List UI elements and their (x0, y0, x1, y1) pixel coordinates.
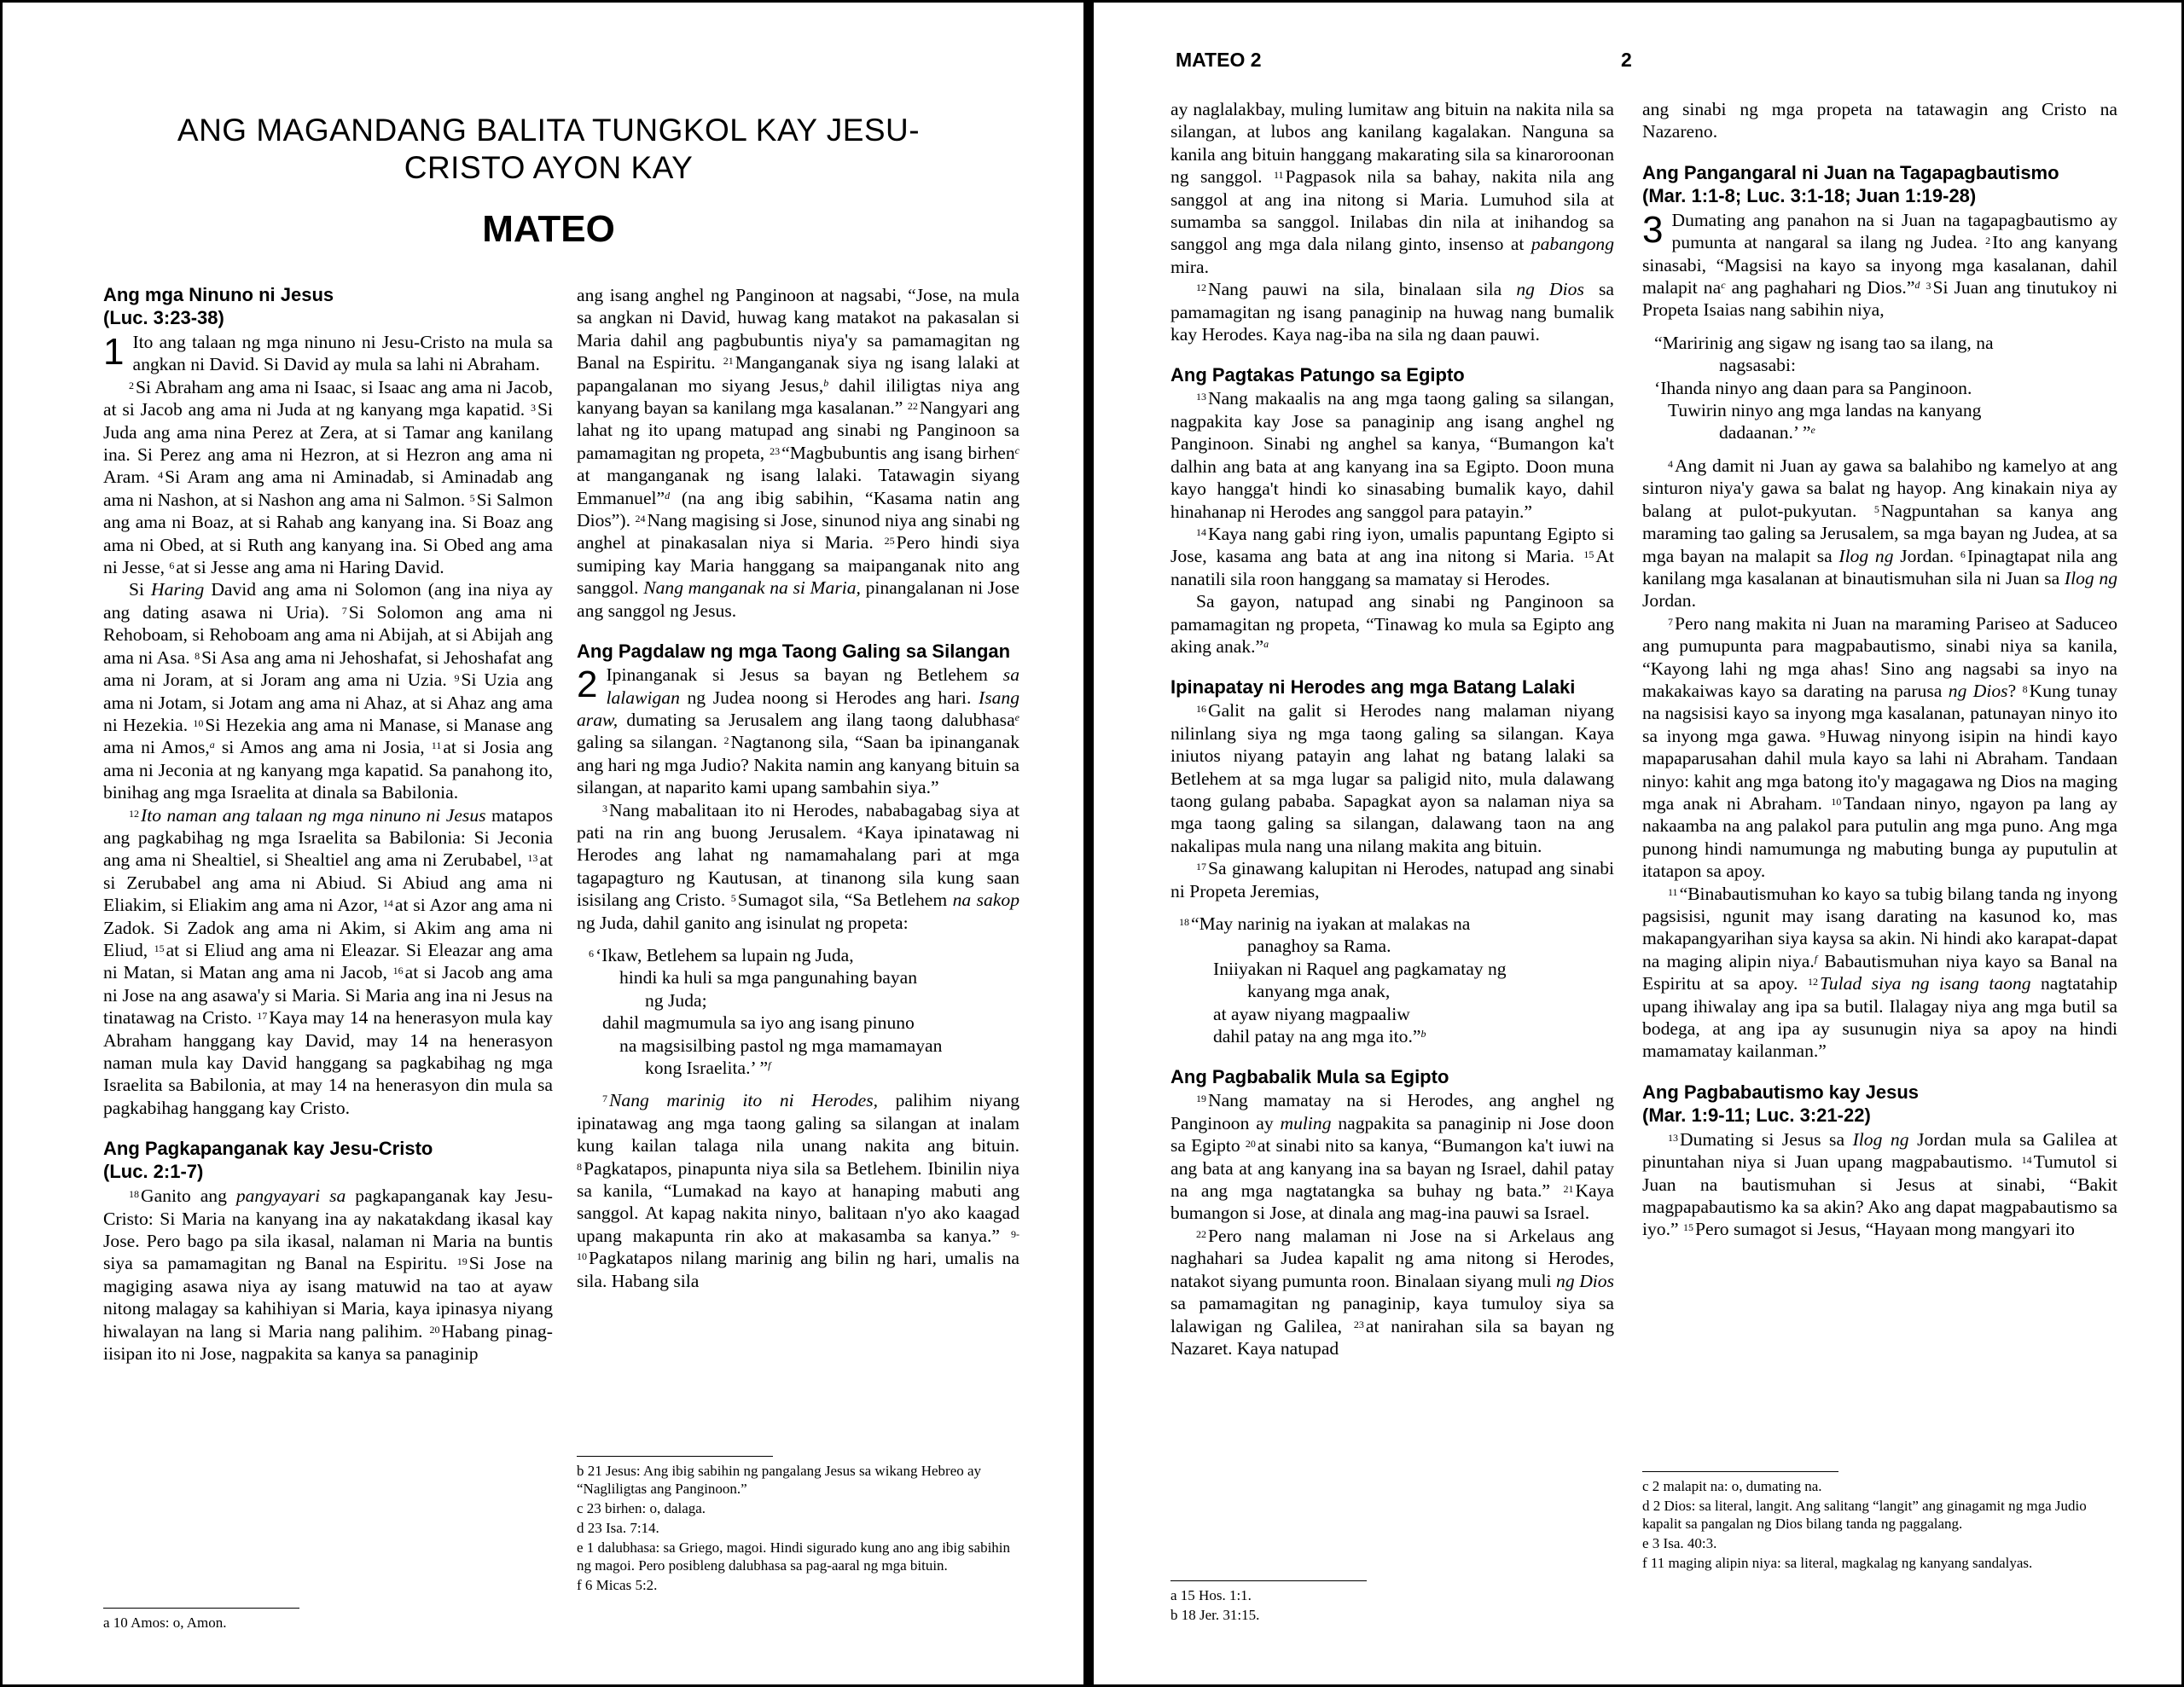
section-reference: (Mar. 1:1-8; Luc. 3:1-18; Juan 1:19-28) (1642, 184, 1977, 206)
right-page (1091, 0, 2184, 1687)
book-name: MATEO (482, 208, 615, 250)
section-heading: Ang mga Ninuno ni Jesus (103, 284, 334, 305)
paragraph: ang isang anghel ng Panginoon at nagsabi, “Jose, na mula sa angkan ni David, huwag kang matakot na pakasalan si Maria dahil ang pagbubuntis niya'y sa pamamagitan ng Banal na Espiritu. $^{21}$Manganganak siya ng isang lalaki at papangalanan mo siyang Jesus,$^b$ dahil ililigtas niya ang kanyang bayan sa kanilang mga kasalanan.” $^{22}$Nangyari ang lahat ng ito upang matupad ang sinabi ng Panginoon sa pamamagitan ng propeta, $^{23}$“Magbubuntis ang isang birhen$^c$ at manganganak ng isang lalaki. Tatawagin siyang Emmanuel”$^d$ (na ang ibig sabihin, “Kasama natin ang Dios”). $^{24}$Nang magising si Jose, sinunod niya ang sinabi ng anghel at pinakasalan niya si Maria. $^{25}$Pero hindi siya sumiping kay Maria hanggang sa maipanganak nito ang sanggol. Nang manganak na si Maria, pinangalanan ni Jose ang sanggol ng Jesus. (577, 285, 1019, 621)
paragraph: $^{12}$Ito naman ang talaan ng mga ninuno ni Jesus matapos ang pagkabihag ng mga Israelita sa Babilonia: Si Jeconia ang ama ni Shealtiel, si Shealtiel ang ama ni Zerubabel, $^{13}$at si Zerubabel ang ama ni Abiud. Si Abiud ang ama ni Eliakim, si Eliakim ang ama ni Azor, $^{14}$at si Azor ang ama ni Zadok. Si Zadok ang ama ni Akim, si Akim ang ama ni Eliud, $^{15}$at si Eliud ang ama ni Eleazar. Si Eleazar ang ama ni Matan, si Matan ang ama ni Jacob, $^{16}$at si Jacob ang ama ni Jose na ang asawa'y si Maria. Si Maria ang ina ni Jesus na tinatawag na Cristo. $^{17}$Kaya may 14 na henerasyon mula kay Abraham hanggang kay David, may 14 na henerasyon naman mula kay David hanggang sa pagkabihag ng mga Israelita sa Babilonia, at may 14 na henerasyon din mula sa pagkabihag hanggang kay Cristo. (103, 804, 553, 1118)
paragraph: $^{18}$Ganito ang pangyayari sa pagkapanganak kay Jesu-Cristo: Si Maria na kanyang ina ay nakatakdang ikasal kay Jose. Pero bago pa sila ikasal, nalaman ni Maria na buntis siya sa pamamagitan ng Banal na Espiritu. $^{19}$Si Jose na magiging asawa niya ay isang matuwid na tao at ayaw nitong malagay sa kahihiyan si Maria, kaya ipinasya niyang hiwalayan na lang si Maria nang palihim. $^{20}$Habang pinag-iisipan ito ni Jose, nagpakita sa kanya sa panaginip (103, 1186, 553, 1365)
paragraph: $^{17}$Sa ginawang kalupitan ni Herodes, natupad ang sinabi ni Propeta Jeremias, (1170, 858, 1614, 901)
book-title-line1: ANG MAGANDANG BALITA TUNGKOL KAY JESU- (177, 113, 921, 148)
paragraph: 2 Ipinanganak si Jesus sa bayan ng Betlehem sa lalawigan ng Judea noong si Herodes ang hari. Isang araw, dumating sa Jerusalem ang ilang taong dalubhasa$^e$ galing sa silangan. $^2$Nagtanong sila, “Saan ba ipinanganak ang hari ng mga Judio? Nakita namin ang kanyang bituin sa silangan, at naparito kami upang sambahin siya.” (577, 664, 1019, 798)
paragraph: $^3$Nang mabalitaan ito ni Herodes, nababagabag siya at pati na rin ang buong Jerusalem. $^4$Kaya ipinatawag ni Herodes ang lahat ng namamahalang pari at mga tagapagturo ng Kautusan, at tinanong sila kung saan isisilang ang Cristo. $^5$Sumagot sila, “Sa Betlehem na sakop ng Juda, dahil ganito ang isinulat ng propeta: (577, 799, 1019, 933)
right-column-1 (1170, 98, 1614, 1565)
paragraph: $^7$Pero nang makita ni Juan na maraming Pariseo at Saduceo ang pumupunta para magpabautismo, sinabi niya sa kanila, “Kayong lahi ng mga ahas! Sino ang nagsabi sa inyo na makakaiwas kayo sa darating na parusa ng Dios? $^8$Kung tunay na nagsisisi kayo sa inyong mga kasalanan, patunayan ninyo ito sa inyong mga gawa. $^9$Huwag ninyong isipin na hindi kayo mapaparusahan dahil mula kayo sa lahi ni Abraham. Tandaan ninyo: kahit ang mga batong ito'y magagawa ng Dios na maging mga anak ni Abraham. $^{10}$Tandaan ninyo, ngayon pa lang ay nakaamba na ang palakol para putulin ang mga puno. Ang mga punong hindi namumunga ng mabuting bunga ay puputulin at itatapon sa apoy. (1642, 612, 2117, 882)
book-title-line2: CRISTO AYON KAY (404, 150, 694, 185)
paragraph: Si Haring David ang ama ni Solomon (ang ina niya ay ang dating asawa ni Uria). $^7$Si Solomon ang ama ni Rehoboam, si Rehoboam ang ama ni Abijah, at si Abijah ang ama ni Asa. $^8$Si Asa ang ama ni Jehoshafat, si Jehoshafat ang ama ni Joram, at si Joram ang ama ni Uzia. $^9$Si Uzia ang ama ni Jotam, si Jotam ang ama ni Ahaz, at si Ahaz ang ama ni Hezekia. $^{10}$Si Hezekia ang ama ni Manase, si Manase ang ama ni Amos,$^a$ si Amos ang ama ni Josia, $^{11}$at si Josia ang ama ni Jeconia at ng kanyang mga kapatid. Sa panahong ito, binihag ang mga Israelita at dinala sa Babilonia. (103, 579, 553, 803)
section-heading: Ang Pagdalaw ng mga Taong Galing sa Silangan (577, 641, 1011, 663)
left-column-2 (577, 284, 1019, 1452)
poetry-quote: $^{18}$“May narinig na iyakan at malakas na panaghoy sa Rama. Iniiyakan ni Raquel ang pagkamatay ng kanyang mga anak, at ayaw niyang magpaaliw dahil patay na ang mga ito.”$^b$ (1179, 913, 1507, 1047)
paragraph: 3 Dumating ang panahon na si Juan na tagapagbautismo ay pumunta at nangaral sa ilang ng Judea. $^2$Ito ang kanyang sinasabi, “Magsisi na kayo sa inyong mga kasalanan, dahil malapit na$^c$ ang paghahari ng Dios.”$^d$ $^3$Si Juan ang tinutukoy ni Propeta Isaias nang sabihin niya, (1642, 208, 2117, 321)
footnotes-left-1 (103, 1608, 553, 1633)
paragraph: $^7$Nang marinig ito ni Herodes, palihim niyang ipinatawag ang mga taong galing sa silangan at inalam kung kailan talaga nila unang nakita ang bituin. $^8$Pagkatapos, pinapunta niya sila sa Betlehem. Ibinilin niya sa kanila, “Lumakad na kayo at hanaping mabuti ang sanggol. At kapag nakita ninyo, balitaan n'yo ako kaagad upang makapunta rin ako at makasamba sa kanya.” $^{9-10}$Pagkatapos nilang marinig ang bilin ng hari, umalis na sila. Habang sila (577, 1090, 1019, 1291)
footnote-rule (577, 1456, 773, 1457)
paragraph: $^{16}$Galit na galit si Herodes nang malaman niyang nilinlang siya ng mga taong galing sa silangan. Kaya iniutos niyang patayin ang lahat ng batang lalaki sa Betlehem at sa mga lugar sa paligid nito, mula dalawang taong gulang pababa. Sapagkat ayon sa nalaman niya sa mga taong galing sa silangan, dalawang taon na ang nakalipas mula nang una nilang makita ang bituin. (1170, 700, 1614, 856)
right-column-2 (1642, 98, 2117, 1461)
chapter-number: 1 (103, 331, 125, 373)
footnote-rule (1170, 1580, 1367, 1581)
footnote-rule (103, 1608, 299, 1609)
paragraph: $^4$Ang damit ni Juan ay gawa sa balahibo ng kamelyo at ang sinturon niya'y gawa sa balat ng hayop. Ang kinakain niya ay balang at pulot-pukyutan. $^5$Nagpuntahan sa kanya ang maraming tao galing sa Jerusalem, sa mga bayan ng Judea, at sa mga bayan na malapit sa Ilog ng Jordan. $^6$Ipinagtapat nila ang kanilang mga kasalanan at binautismuhan sila ni Juan sa Ilog ng Jordan. (1642, 455, 2117, 612)
footnote: e 1 dalubhasa: sa Griego, magoi. Hindi sigurado kung ano ang ibig sabihin ng magoi. Pero posibleng dalubhasa sa pag-aaral ng mga bituin. (577, 1539, 1011, 1574)
chapter-number: 2 (577, 664, 598, 706)
paragraph: 1 Ito ang talaan ng mga ninuno ni Jesu-Cristo na mula sa angkan ni David. Si David ay mula sa lahi ni Abraham. (103, 331, 553, 375)
section-reference: (Mar. 1:9-11; Luc. 3:21-22) (1642, 1104, 1871, 1126)
poetry-quote: “Maririnig ang sigaw ng isang tao sa ilang, na nagsasabi: ‘Ihanda ninyo ang daan para sa Panginoon. Tuwirin ninyo ang mga landas na kanyang dadaanan.’ ”$^e$ (1654, 332, 1994, 443)
section-heading: Ang Pagtakas Patungo sa Egipto (1170, 364, 1465, 386)
paragraph: $^{13}$Nang makaalis na ang mga taong galing sa silangan, nagpakita kay Jose sa panaginip ang isang anghel ng Panginoon. Sinabi ng anghel sa kanya, “Bumangon ka't dalhin ang bata at ang kanyang ina sa Egipto. Doon muna kayo hangga't hindi ko sinasabing bumalik kayo, dahil hinahanap ni Herodes ang sanggol para patayin.” (1170, 388, 1614, 522)
running-head: MATEO 2 (1176, 49, 1262, 71)
paragraph: $^2$Si Abraham ang ama ni Isaac, si Isaac ang ama ni Jacob, at si Jacob ang ama ni Juda at ng kanyang mga kapatid. $^3$Si Juda ang ama nina Perez at Zera, at si Tamar ang kanilang ina. Si Perez ang ama ni Hezron, at si Hezron ang ama ni Aram. $^4$Si Aram ang ama ni Aminadab, si Aminadab ang ama ni Nashon, at si Nashon ang ama ni Salmon. $^5$Si Salmon ang ama ni Boaz, at si Rahab ang kanyang ina. Si Boaz ang ama ni Obed, at si Ruth ang kanyang ina. Si Obed ang ama ni Jesse, $^6$at si Jesse ang ama ni Haring David. (103, 376, 553, 578)
footnote: b 21 Jesus: Ang ibig sabihin ng pangalang Jesus sa wikang Hebreo ay “Nagliligtas ang Panginoon.” (577, 1463, 982, 1497)
book-title (122, 112, 975, 187)
paragraph: $^{19}$Nang mamatay na si Herodes, ang anghel ng Panginoon ay muling nagpakita sa panaginip ni Jose doon sa Egipto $^{20}$at sinabi nito sa kanya, “Bumangon ka't iuwi na ang bata at ang kanyang ina sa bayan ng Israel, dahil patay na ang mga nagtatangka sa buhay ng bata.” $^{21}$Kaya bumangon si Jose, at dinala ang mag-ina pauwi sa Israel. (1170, 1090, 1614, 1224)
paragraph: $^{14}$Kaya nang gabi ring iyon, umalis papuntang Egipto si Jose, kasama ang bata at ang ina nitong si Maria. $^{15}$At nanatili sila roon hanggang sa mamatay si Herodes. (1170, 523, 1614, 589)
footnote: c 23 birhen: o, dalaga. (577, 1500, 706, 1516)
section-heading: Ang Pagbabautismo kay Jesus (1642, 1081, 1919, 1103)
footnote: c 2 malapit na: o, dumating na. (1642, 1478, 1822, 1494)
paragraph: $^{22}$Pero nang malaman ni Jose na si Arkelaus ang naghahari sa Judea kapalit ng ama nitong si Herodes, natakot siyang pumunta roon. Binalaan siyang muli ng Dios sa pamamagitan ng panaginip, kaya tumuloy siya sa lalawigan ng Galilea, $^{23}$at nanirahan sila sa bayan ng Nazaret. Kaya natupad (1170, 1225, 1614, 1359)
paragraph: $^{12}$Nang pauwi na sila, binalaan sila ng Dios sa pamamagitan ng isang panaginip na huwag nang bumalik kay Herodes. Kaya nag-iba na sila ng daan pauwi. (1170, 279, 1614, 345)
footnotes-left-2 (577, 1456, 1019, 1596)
left-column-1 (103, 284, 553, 1597)
paragraph: $^{11}$“Binabautismuhan ko kayo sa tubig bilang tanda ng inyong pagsisisi, ngunit may isang darating na kasunod ko, mas makapangyarihan siya kaysa sa akin. Ni hindi ako karapat-dapat na maging alipin niya.$^f$ Babautismuhan niya kayo sa Banal na Espiritu at sa apoy. $^{12}$Tulad siya ng isang taong nagtatahip upang ihiwalay ang ipa sa butil. Ilalagay niya ang mga butil sa bodega, at ang ipa ay susunugin niya sa apoy na hindi mamamatay kailanman.” (1642, 883, 2117, 1062)
paragraph: Sa gayon, natupad ang sinabi ng Panginoon sa pamamagitan ng propeta, “Tinawag ko mula sa Egipto ang aking anak.”$^a$ (1170, 591, 1614, 657)
paragraph: $^{13}$Dumating si Jesus sa Ilog ng Jordan mula sa Galilea at pinuntahan niya si Juan upang magpabautismo. $^{14}$Tumutol si Juan na bautismuhan si Jesus at sinabi, “Bakit magpapabautismo ka sa akin? Ako ang dapat magpabautismo sa iyo.” $^{15}$Pero sumagot si Jesus, “Hayaan mong mangyari ito (1642, 1128, 2117, 1240)
section-reference: (Luc. 2:1-7) (103, 1161, 204, 1183)
footnote: f 11 maging alipin niya: sa literal, magkalag ng kanyang sandalyas. (1642, 1555, 2033, 1571)
footnote: d 2 Dios: sa literal, langit. Ang salitang “langit” ang ginagamit ng mga Judio kapalit sa pangalan ng Dios bilang tanda ng paggalang. (1642, 1498, 2087, 1532)
footnote: e 3 Isa. 40:3. (1642, 1535, 1717, 1551)
left-page (0, 0, 1086, 1687)
section-heading: Ang Pagkapanganak kay Jesu-Cristo (103, 1138, 433, 1160)
footnote-rule (1642, 1471, 1838, 1472)
section-heading: Ipinapatay ni Herodes ang mga Batang Lalaki (1170, 676, 1576, 699)
section-reference: (Luc. 3:23-38) (103, 307, 224, 328)
page-number: 2 (1621, 49, 1632, 71)
paragraph: ang sinabi ng mga propeta na tatawagin ang Cristo na Nazareno. (1642, 99, 2117, 142)
footnote: d 23 Isa. 7:14. (577, 1520, 659, 1536)
chapter-number: 3 (1642, 208, 1664, 251)
paragraph: ay naglalakbay, muling lumitaw ang bituin na nakita nila sa silangan, at lubos ang kanilang kagalakan. Nanguna sa kanila ang bituin hanggang makarating sila sa kinaroroonan ng sanggol. $^{11}$Pagpasok nila sa bahay, nakita nila ang sanggol at ang ina nitong si Maria. Lumuhod sila at sumamba sa sanggol. Inilabas din nila at inihandog sa sanggol ang mga dala nilang ginto, insenso at pabangong mira. (1170, 99, 1614, 277)
footnote: b 18 Jer. 31:15. (1170, 1607, 1260, 1623)
footnote: a 15 Hos. 1:1. (1170, 1587, 1252, 1603)
footnotes-right-1 (1170, 1580, 1614, 1626)
section-heading: Ang Pagbabalik Mula sa Egipto (1170, 1066, 1449, 1088)
footnote: f 6 Micas 5:2. (577, 1577, 658, 1593)
poetry-quote: $^6$‘Ikaw, Betlehem sa lupain ng Juda, hindi ka huli sa mga pangunahing bayan ng Juda; dahil magmumula sa iyo ang isang pinuno na magsisilbing pastol ng mga mamamayan kong Israelita.’ ”$^f$ (589, 944, 943, 1078)
section-heading: Ang Pangangaral ni Juan na Tagapagbautismo (1642, 161, 2059, 183)
footnotes-right-2 (1642, 1471, 2117, 1574)
footnote: a 10 Amos: o, Amon. (103, 1615, 227, 1631)
